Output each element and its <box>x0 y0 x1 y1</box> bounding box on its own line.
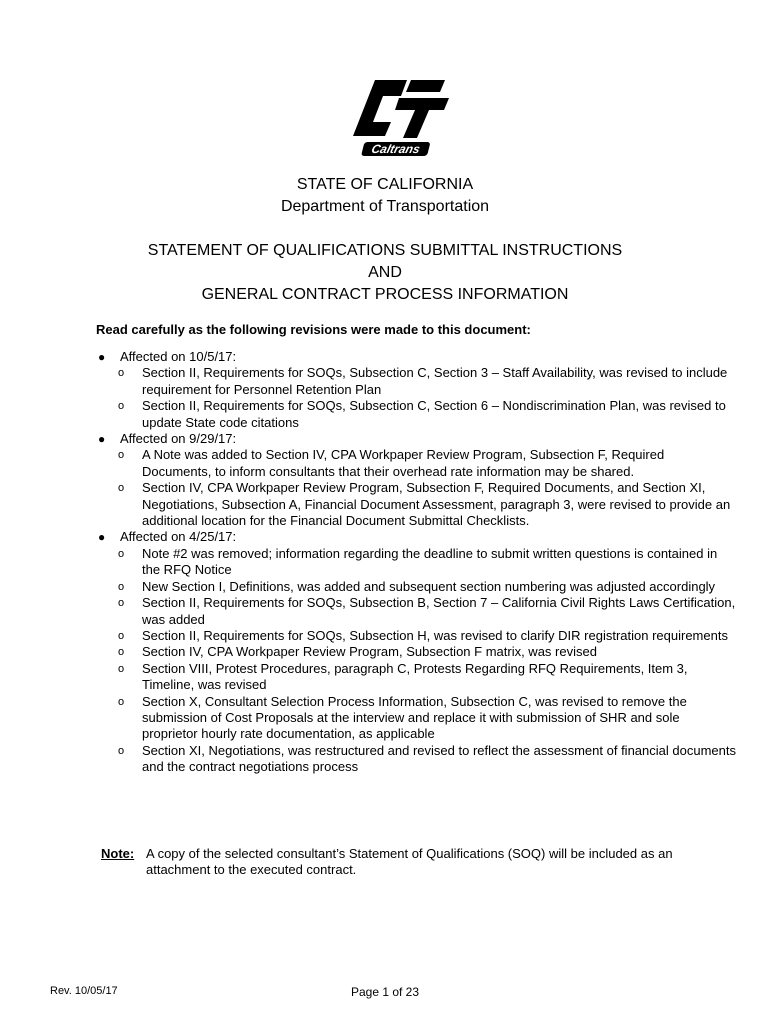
list-item <box>96 398 736 431</box>
circle-bullet-icon: o <box>118 662 125 675</box>
revision-date-label: Affected on 10/5/17: <box>120 349 237 364</box>
page-number: Page 1 of 23 <box>350 985 420 999</box>
list-item-text: Section XI, Negotiations, was restructured and revised to reflect the assessment of financial documents and the contract negotiations process <box>142 742 736 775</box>
revision-group <box>96 431 736 447</box>
circle-bullet-icon: o <box>118 400 125 413</box>
intro-text: Read carefully as the following revisions were made to this document: <box>96 322 531 337</box>
circle-bullet-icon: o <box>118 744 125 757</box>
list-item <box>96 546 736 579</box>
revision-footer: Rev. 10/05/17 <box>50 985 118 997</box>
note-block <box>101 846 731 879</box>
list-item <box>96 595 736 628</box>
list-item <box>96 743 736 776</box>
list-item <box>96 644 736 660</box>
list-item <box>96 694 736 743</box>
caltrans-logo <box>345 76 453 158</box>
list-item-text: Section X, Consultant Selection Process Information, Subsection C, was revised to remove the submission of Cost Proposals at the interview and replace it with submission of SHR and sole proprietor hourly rate documentation, as applicable <box>142 693 687 742</box>
document-title <box>0 240 770 306</box>
circle-bullet-icon: o <box>118 482 125 495</box>
list-item-text: Section II, Requirements for SOQs, Subsection B, Section 7 – California Civil Rights Laws Certification, was added <box>142 595 736 627</box>
list-item <box>96 447 736 480</box>
bullet-icon: ● <box>98 350 106 364</box>
circle-bullet-icon: o <box>118 597 125 610</box>
list-item <box>96 661 736 694</box>
revision-date-label: Affected on 4/25/17: <box>120 529 237 545</box>
circle-bullet-icon: o <box>118 547 125 560</box>
list-item <box>96 579 736 595</box>
revision-date-label: Affected on 9/29/17: <box>120 431 237 447</box>
list-item <box>96 365 736 398</box>
bullet-icon: ● <box>98 530 106 545</box>
title-line-2: AND <box>368 264 402 281</box>
state-name: STATE OF CALIFORNIA <box>296 176 474 193</box>
note-label: Note: <box>101 846 135 861</box>
list-item-text: Section II, Requirements for SOQs, Subsection C, Section 3 – Staff Availability, was revised to include requirement for Personnel Retention Plan <box>142 365 728 397</box>
caltrans-logo-icon <box>345 76 453 158</box>
list-item-text: Section II, Requirements for SOQs, Subsection H, was revised to clarify DIR registration requirements <box>142 627 728 643</box>
logo-wordmark: Caltrans <box>370 142 422 156</box>
list-item <box>96 628 736 644</box>
revision-group <box>96 349 736 365</box>
circle-bullet-icon: o <box>118 580 125 593</box>
department-name: Department of Transportation <box>280 198 490 215</box>
circle-bullet-icon: o <box>118 695 125 708</box>
list-item <box>96 480 736 529</box>
list-item-text: Section VIII, Protest Procedures, paragraph C, Protests Regarding RFQ Requirements, Item 3, Timeline, was revised <box>142 660 688 693</box>
title-line-1: STATEMENT OF QUALIFICATIONS SUBMITTAL INSTRUCTIONS <box>147 242 623 259</box>
circle-bullet-icon: o <box>118 646 125 659</box>
title-line-3: GENERAL CONTRACT PROCESS INFORMATION <box>201 286 569 303</box>
list-item-text: A Note was added to Section IV, CPA Workpaper Review Program, Subsection F, Required Documents, to inform consultants that their overhead rate information may be shared. <box>142 447 665 479</box>
list-item-text: New Section I, Definitions, was added and subsequent section numbering was adjusted accordingly <box>142 578 716 594</box>
list-item-text: Note #2 was removed; information regarding the deadline to submit written questions is contained in the RFQ Notice <box>142 545 718 578</box>
circle-bullet-icon: o <box>118 367 125 380</box>
revision-list <box>96 349 736 776</box>
circle-bullet-icon: o <box>118 449 125 462</box>
circle-bullet-icon: o <box>118 629 125 642</box>
list-item-text: Section II, Requirements for SOQs, Subsection C, Section 6 – Nondiscrimination Plan, was revised to update State code citations <box>142 398 726 430</box>
bullet-icon: ● <box>98 432 106 447</box>
revision-group <box>96 529 736 545</box>
list-item-text: Section IV, CPA Workpaper Review Program, Subsection F matrix, was revised <box>142 644 597 660</box>
list-item-text: Section IV, CPA Workpaper Review Program, Subsection F, Required Documents, and Section XI, Negotiations, Subsection A, Financial Document Assessment, paragraph 3, were revised to provide an additional location for the Financial Document Submittal Checklists. <box>142 480 731 529</box>
note-text: A copy of the selected consultant’s Statement of Qualifications (SOQ) will be included as an attachment to the executed contract. <box>146 846 673 878</box>
header-block <box>0 174 770 218</box>
